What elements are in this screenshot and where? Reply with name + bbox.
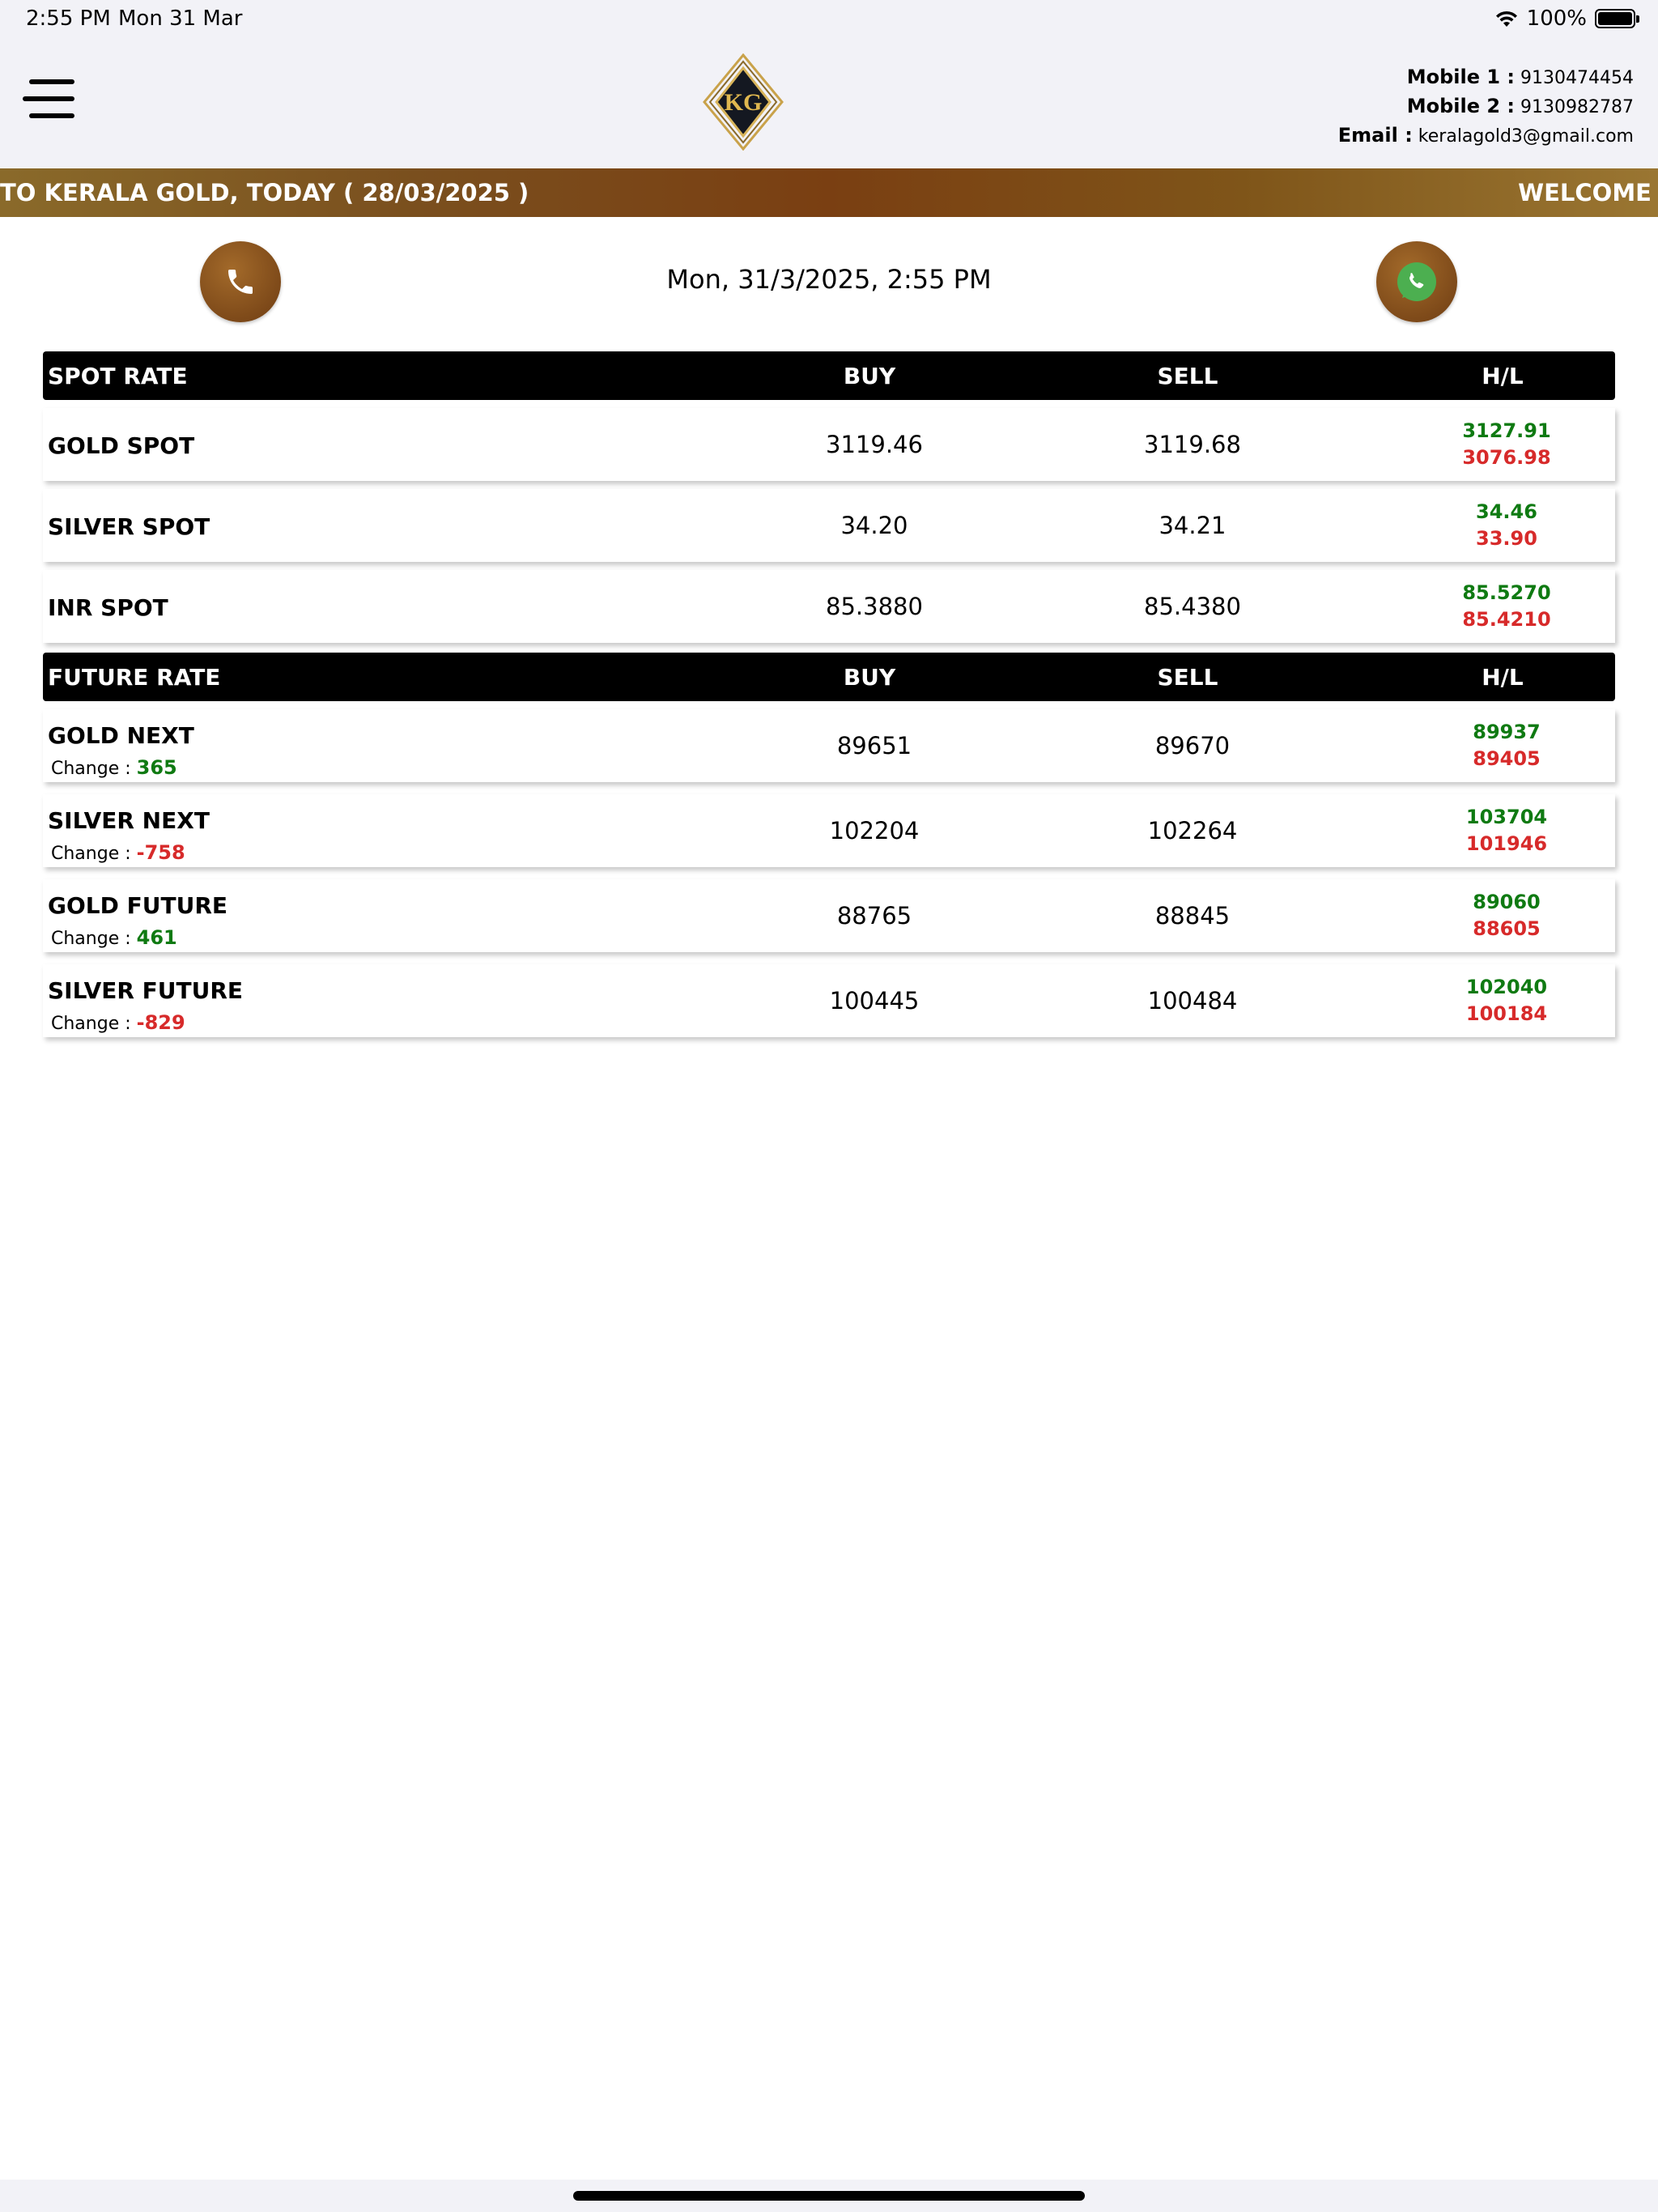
buy-value: 89651 bbox=[836, 732, 912, 759]
change-line: Change : -829 bbox=[51, 1011, 185, 1034]
change-line: Change : -758 bbox=[51, 841, 185, 864]
mobile1-value[interactable]: 9130474454 bbox=[1520, 68, 1634, 88]
spot-row-silver bbox=[43, 489, 1615, 562]
marquee-text: TO KERALA GOLD, TODAY ( 28/03/2025 ) bbox=[0, 179, 529, 206]
low-value: 88605 bbox=[1473, 917, 1541, 940]
wifi-icon bbox=[1494, 9, 1519, 28]
row-name: INR SPOT bbox=[48, 594, 168, 621]
change-value: 461 bbox=[136, 926, 177, 949]
spot-row-inr bbox=[43, 570, 1615, 643]
email-line: Email : keralagold3@gmail.com bbox=[1337, 124, 1634, 147]
change-value: -829 bbox=[136, 1011, 185, 1034]
high-low bbox=[1426, 889, 1588, 942]
kerala-gold-logo bbox=[701, 53, 785, 151]
change-value: 365 bbox=[136, 756, 177, 779]
status-date: Mon 31 Mar bbox=[118, 6, 243, 31]
contact-info bbox=[1338, 63, 1634, 151]
future-row-silver-future bbox=[43, 964, 1615, 1037]
row-name: SILVER NEXT bbox=[48, 807, 210, 834]
sell-value: 3119.68 bbox=[1144, 431, 1241, 458]
future-row-gold-next bbox=[43, 709, 1615, 782]
spot-rate-title: SPOT RATE bbox=[48, 363, 188, 389]
email-value[interactable]: keralagold3@gmail.com bbox=[1418, 126, 1634, 147]
mobile1-line: Mobile 1 : 9130474454 bbox=[1406, 66, 1634, 88]
change-line: Change : 365 bbox=[51, 756, 177, 779]
sell-value: 100484 bbox=[1147, 987, 1238, 1015]
sell-value: 102264 bbox=[1147, 817, 1238, 844]
high-value: 3127.91 bbox=[1462, 419, 1551, 442]
sell-column-header: SELL bbox=[1157, 664, 1218, 691]
logo-text: KG bbox=[724, 89, 763, 116]
menu-button[interactable] bbox=[23, 79, 74, 120]
whatsapp-icon bbox=[1394, 259, 1439, 304]
buy-value: 85.3880 bbox=[826, 593, 923, 620]
sell-value: 85.4380 bbox=[1144, 593, 1241, 620]
high-low bbox=[1426, 719, 1588, 772]
high-value: 85.5270 bbox=[1462, 581, 1551, 604]
sell-column-header: SELL bbox=[1157, 363, 1218, 389]
buy-value: 3119.46 bbox=[826, 431, 923, 458]
hl-column-header: H/L bbox=[1482, 664, 1524, 691]
low-value: 101946 bbox=[1465, 832, 1548, 855]
buy-value: 88765 bbox=[836, 902, 912, 929]
low-value: 33.90 bbox=[1476, 527, 1537, 550]
action-row bbox=[0, 217, 1658, 347]
sell-value: 88845 bbox=[1154, 902, 1231, 929]
row-name: SILVER SPOT bbox=[48, 513, 210, 540]
status-time: 2:55 PM bbox=[26, 6, 111, 31]
high-low bbox=[1426, 804, 1588, 857]
news-marquee bbox=[0, 168, 1658, 217]
battery-icon bbox=[1595, 9, 1635, 28]
low-value: 89405 bbox=[1473, 747, 1541, 770]
high-value: 89937 bbox=[1473, 721, 1541, 743]
high-low bbox=[1426, 974, 1588, 1027]
mobile2-value[interactable]: 9130982787 bbox=[1520, 97, 1634, 117]
buy-column-header: BUY bbox=[843, 664, 896, 691]
change-line: Change : 461 bbox=[51, 926, 177, 949]
high-value: 102040 bbox=[1465, 976, 1548, 998]
high-value: 34.46 bbox=[1476, 500, 1537, 523]
marquee-welcome: WELCOME bbox=[1518, 179, 1652, 206]
buy-value: 34.20 bbox=[840, 512, 908, 539]
spot-row-gold bbox=[43, 408, 1615, 481]
spot-rate-header bbox=[43, 351, 1615, 400]
high-low bbox=[1426, 580, 1588, 633]
current-datetime: Mon, 31/3/2025, 2:55 PM bbox=[666, 264, 992, 295]
battery-percent: 100% bbox=[1526, 6, 1587, 31]
row-name: GOLD SPOT bbox=[48, 432, 195, 459]
high-low bbox=[1426, 418, 1588, 471]
row-name: GOLD NEXT bbox=[48, 722, 194, 749]
buy-value: 102204 bbox=[829, 817, 920, 844]
sell-value: 89670 bbox=[1154, 732, 1231, 759]
future-rate-title: FUTURE RATE bbox=[48, 664, 221, 691]
app-header bbox=[0, 39, 1658, 168]
future-row-gold-future bbox=[43, 879, 1615, 952]
high-low bbox=[1426, 499, 1588, 552]
row-name: SILVER FUTURE bbox=[48, 977, 244, 1004]
mobile2-line: Mobile 2 : 9130982787 bbox=[1406, 95, 1634, 117]
low-value: 100184 bbox=[1465, 1002, 1548, 1025]
high-value: 103704 bbox=[1465, 806, 1548, 828]
buy-column-header: BUY bbox=[843, 363, 896, 389]
row-name: GOLD FUTURE bbox=[48, 892, 228, 919]
sell-value: 34.21 bbox=[1158, 512, 1226, 539]
buy-value: 100445 bbox=[829, 987, 920, 1015]
low-value: 3076.98 bbox=[1462, 446, 1551, 469]
change-value: -758 bbox=[136, 841, 185, 864]
future-row-silver-next bbox=[43, 794, 1615, 867]
whatsapp-button[interactable] bbox=[1376, 241, 1457, 322]
hl-column-header: H/L bbox=[1482, 363, 1524, 389]
high-value: 89060 bbox=[1473, 891, 1541, 913]
home-indicator[interactable] bbox=[573, 2191, 1085, 2201]
status-bar bbox=[0, 0, 1658, 39]
low-value: 85.4210 bbox=[1462, 608, 1551, 631]
future-rate-header bbox=[43, 653, 1615, 701]
status-indicators bbox=[1494, 6, 1635, 31]
